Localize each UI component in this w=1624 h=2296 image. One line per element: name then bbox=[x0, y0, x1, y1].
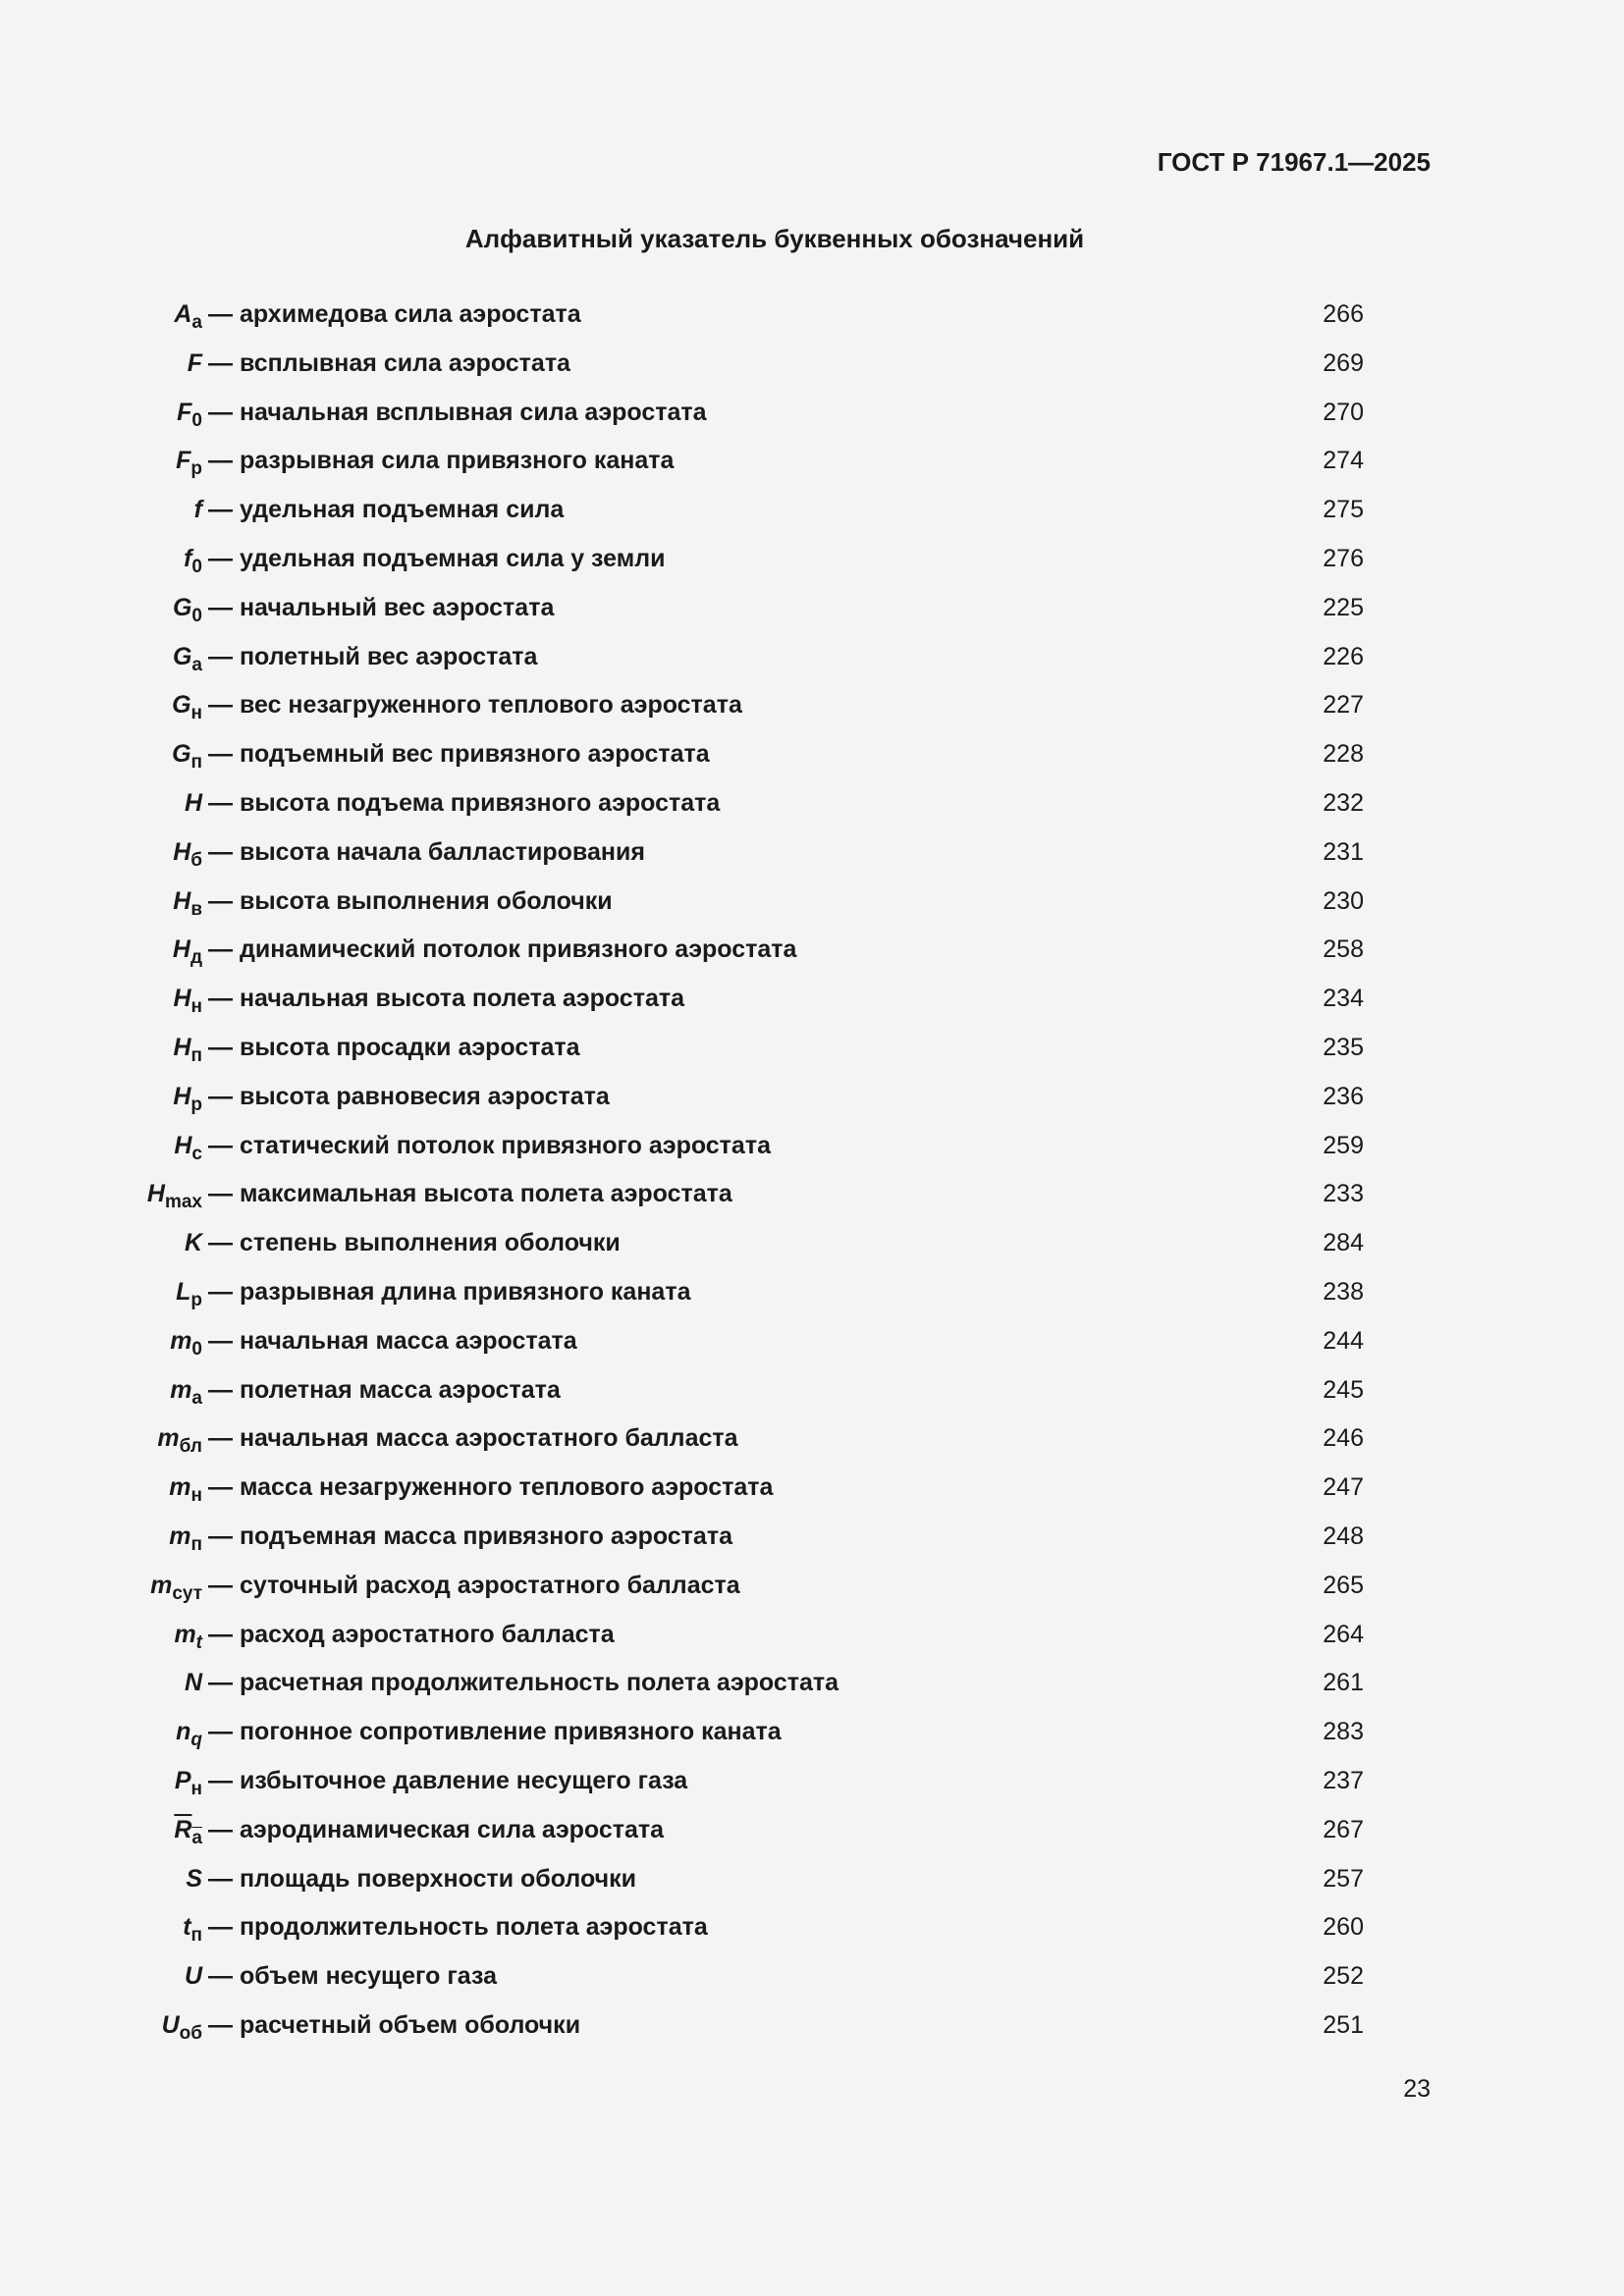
entry-reference: 230 bbox=[1323, 886, 1364, 915]
entry-description: подъемный вес привязного аэростата bbox=[239, 740, 710, 769]
symbol-subscript: н bbox=[190, 703, 202, 724]
symbol bbox=[65, 1913, 202, 1947]
entry-reference: 264 bbox=[1323, 1620, 1364, 1648]
index-entry bbox=[0, 1808, 1624, 1857]
em-dash: — bbox=[208, 1131, 233, 1159]
page-number: 23 bbox=[1403, 2075, 1431, 2103]
entry-reference: 258 bbox=[1323, 935, 1364, 964]
entry-description: разрывная длина привязного каната bbox=[239, 1277, 691, 1306]
symbol bbox=[65, 1033, 202, 1066]
symbol bbox=[65, 447, 202, 480]
symbol bbox=[65, 1865, 202, 1894]
entry-description-line bbox=[208, 1229, 621, 1257]
entry-reference: 225 bbox=[1323, 593, 1364, 621]
em-dash: — bbox=[208, 788, 233, 817]
symbol-base: t bbox=[183, 1913, 191, 1942]
entry-reference: 260 bbox=[1323, 1913, 1364, 1942]
symbol-base: H bbox=[173, 837, 191, 866]
index-entry bbox=[0, 1466, 1624, 1515]
index-entry bbox=[0, 293, 1624, 342]
symbol-base: F bbox=[176, 447, 191, 475]
entry-description: полетный вес аэростата bbox=[239, 642, 538, 670]
em-dash: — bbox=[208, 1375, 233, 1404]
symbol-index-list bbox=[0, 293, 1624, 2053]
symbol-base: G bbox=[172, 593, 192, 621]
entry-reference: 257 bbox=[1323, 1864, 1364, 1893]
entry-reference: 270 bbox=[1323, 398, 1364, 426]
symbol bbox=[65, 886, 202, 920]
entry-reference: 283 bbox=[1323, 1718, 1364, 1746]
entry-description-line bbox=[208, 789, 720, 818]
entry-description-line bbox=[208, 1865, 636, 1894]
entry-reference: 259 bbox=[1323, 1131, 1364, 1159]
symbol-subscript: с bbox=[191, 1143, 202, 1164]
entry-reference: 265 bbox=[1323, 1571, 1364, 1599]
entry-description-line bbox=[208, 1962, 497, 1991]
em-dash: — bbox=[208, 1424, 233, 1453]
entry-description-line bbox=[208, 1424, 738, 1453]
symbol bbox=[65, 1277, 202, 1310]
page-title: Алфавитный указатель буквенных обозначений bbox=[464, 224, 1085, 253]
entry-description: начальная всплывная сила аэростата bbox=[239, 398, 707, 426]
entry-description: удельная подъемная сила у земли bbox=[239, 544, 666, 572]
symbol bbox=[65, 496, 202, 524]
em-dash: — bbox=[208, 1277, 233, 1306]
entry-reference: 248 bbox=[1323, 1522, 1364, 1550]
symbol-base: H bbox=[174, 1131, 192, 1159]
entry-reference: 276 bbox=[1323, 544, 1364, 572]
symbol bbox=[65, 1424, 202, 1458]
symbol-base: H bbox=[173, 985, 191, 1013]
symbol-subscript: п bbox=[190, 752, 202, 774]
entry-reference: 232 bbox=[1323, 788, 1364, 817]
symbol-base: H bbox=[172, 935, 190, 964]
symbol bbox=[65, 1571, 202, 1604]
symbol bbox=[65, 593, 202, 626]
symbol-subscript: а bbox=[191, 1827, 202, 1848]
entry-reference: 266 bbox=[1323, 300, 1364, 328]
entry-reference: 234 bbox=[1323, 985, 1364, 1013]
em-dash: — bbox=[208, 837, 233, 866]
symbol-base: U bbox=[161, 2010, 180, 2039]
entry-description-line bbox=[208, 1669, 839, 1697]
entry-description: подъемная масса привязного аэростата bbox=[239, 1522, 732, 1550]
index-entry bbox=[0, 635, 1624, 684]
entry-description: масса незагруженного теплового аэростата bbox=[239, 1473, 774, 1502]
entry-reference: 236 bbox=[1323, 1082, 1364, 1110]
symbol bbox=[65, 935, 202, 969]
entry-description-line bbox=[208, 1180, 732, 1208]
entry-description: динамический потолок привязного аэростата bbox=[239, 935, 797, 964]
entry-reference: 275 bbox=[1323, 496, 1364, 524]
entry-reference: 227 bbox=[1323, 691, 1364, 720]
entry-description-line bbox=[208, 594, 554, 622]
symbol-base: H bbox=[173, 1033, 191, 1061]
em-dash: — bbox=[208, 1815, 233, 1843]
em-dash: — bbox=[208, 2010, 233, 2039]
symbol-subscript: а bbox=[191, 654, 202, 675]
symbol bbox=[65, 837, 202, 871]
em-dash: — bbox=[208, 300, 233, 328]
entry-reference: 247 bbox=[1323, 1473, 1364, 1502]
entry-description-line bbox=[208, 985, 684, 1013]
symbol-subscript: 0 bbox=[191, 409, 202, 431]
symbol bbox=[65, 1962, 202, 1991]
index-entry bbox=[0, 977, 1624, 1026]
symbol-subscript: п bbox=[190, 1044, 202, 1066]
em-dash: — bbox=[208, 496, 233, 524]
symbol-base: F bbox=[177, 398, 192, 426]
symbol bbox=[65, 1180, 202, 1213]
symbol-base: m bbox=[170, 1326, 192, 1355]
index-entry bbox=[0, 1319, 1624, 1368]
symbol bbox=[65, 740, 202, 774]
symbol-subscript: п bbox=[190, 1533, 202, 1555]
index-entry bbox=[0, 2003, 1624, 2053]
entry-reference: 238 bbox=[1323, 1277, 1364, 1306]
symbol bbox=[65, 349, 202, 378]
symbol-base: $\overline{R}$ bbox=[174, 1815, 192, 1843]
em-dash: — bbox=[208, 1180, 233, 1208]
symbol-subscript: в bbox=[190, 898, 202, 920]
symbol-subscript: 0 bbox=[191, 1338, 202, 1360]
em-dash: — bbox=[208, 1620, 233, 1648]
symbol bbox=[65, 985, 202, 1018]
index-entry bbox=[0, 1124, 1624, 1173]
symbol-base: f bbox=[193, 496, 202, 524]
entry-description: архимедова сила аэростата bbox=[239, 300, 581, 328]
em-dash: — bbox=[208, 1669, 233, 1697]
entry-reference: 274 bbox=[1323, 447, 1364, 475]
entry-description-line bbox=[208, 496, 564, 524]
symbol bbox=[65, 1766, 202, 1799]
symbol bbox=[65, 642, 202, 675]
entry-reference: 269 bbox=[1323, 348, 1364, 377]
symbol-subscript: а bbox=[191, 312, 202, 333]
symbol-base: G bbox=[172, 691, 191, 720]
symbol bbox=[65, 1082, 202, 1115]
entry-description-line bbox=[208, 935, 796, 964]
em-dash: — bbox=[208, 1864, 233, 1893]
index-entry bbox=[0, 586, 1624, 635]
em-dash: — bbox=[208, 1766, 233, 1794]
entry-description-line bbox=[208, 691, 742, 720]
entry-description: площадь поверхности оболочки bbox=[239, 1864, 636, 1893]
symbol-base: L bbox=[176, 1277, 191, 1306]
em-dash: — bbox=[208, 1522, 233, 1550]
em-dash: — bbox=[208, 1913, 233, 1942]
em-dash: — bbox=[208, 1473, 233, 1502]
index-entry bbox=[0, 488, 1624, 537]
index-entry bbox=[0, 1759, 1624, 1808]
entry-description-line bbox=[208, 887, 613, 916]
entry-description-line bbox=[208, 2011, 580, 2040]
entry-description-line bbox=[208, 1621, 615, 1649]
em-dash: — bbox=[208, 740, 233, 769]
entry-description: полетная масса аэростата bbox=[239, 1375, 561, 1404]
index-entry bbox=[0, 1954, 1624, 2003]
symbol bbox=[65, 398, 202, 431]
symbol-subscript: р bbox=[190, 1094, 202, 1115]
symbol-subscript: н bbox=[190, 1778, 202, 1799]
entry-reference: 228 bbox=[1323, 740, 1364, 769]
index-entry bbox=[0, 928, 1624, 977]
entry-description-line bbox=[208, 1327, 577, 1356]
entry-reference: 246 bbox=[1323, 1424, 1364, 1453]
em-dash: — bbox=[208, 985, 233, 1013]
symbol-base: H bbox=[173, 886, 191, 915]
em-dash: — bbox=[208, 1229, 233, 1257]
index-entry bbox=[0, 781, 1624, 830]
symbol-base: S bbox=[186, 1864, 202, 1893]
symbol-base: H bbox=[146, 1180, 165, 1208]
index-entry bbox=[0, 342, 1624, 391]
index-entry bbox=[0, 1221, 1624, 1270]
symbol bbox=[65, 2010, 202, 2044]
entry-description: степень выполнения оболочки bbox=[239, 1229, 621, 1257]
symbol bbox=[65, 1620, 202, 1653]
symbol-subscript: н bbox=[190, 996, 202, 1018]
symbol-subscript: п bbox=[190, 1925, 202, 1947]
entry-description-line bbox=[208, 1767, 687, 1795]
entry-description-line bbox=[208, 349, 570, 378]
symbol-subscript: об bbox=[179, 2022, 202, 2044]
entry-description: статический потолок привязного аэростата bbox=[239, 1131, 771, 1159]
symbol bbox=[65, 544, 202, 577]
entry-description: погонное сопротивление привязного каната bbox=[239, 1718, 782, 1746]
symbol bbox=[65, 1718, 202, 1751]
entry-description: максимальная высота полета аэростата bbox=[239, 1180, 732, 1208]
symbol-subscript: р bbox=[190, 1289, 202, 1310]
symbol-subscript: а bbox=[191, 1387, 202, 1409]
index-entry bbox=[0, 1564, 1624, 1613]
entry-reference: 244 bbox=[1323, 1326, 1364, 1355]
em-dash: — bbox=[208, 348, 233, 377]
entry-reference: 284 bbox=[1323, 1229, 1364, 1257]
index-entry bbox=[0, 391, 1624, 440]
entry-reference: 261 bbox=[1323, 1669, 1364, 1697]
index-entry bbox=[0, 1613, 1624, 1662]
entry-reference: 245 bbox=[1323, 1375, 1364, 1404]
entry-description-line bbox=[208, 545, 665, 573]
symbol bbox=[65, 691, 202, 724]
em-dash: — bbox=[208, 1033, 233, 1061]
symbol-base: N bbox=[184, 1669, 202, 1697]
entry-description-line bbox=[208, 1718, 782, 1746]
symbol-subscript: max bbox=[164, 1192, 202, 1213]
em-dash: — bbox=[208, 1326, 233, 1355]
symbol-subscript: д bbox=[189, 947, 202, 969]
entry-description-line bbox=[208, 643, 537, 671]
entry-description: суточный расход аэростатного балласта bbox=[239, 1571, 740, 1599]
em-dash: — bbox=[208, 447, 233, 475]
entry-description: расчетный объем оболочки bbox=[239, 2010, 581, 2039]
symbol-subscript: q bbox=[190, 1730, 202, 1751]
entry-description: высота начала балластирования bbox=[239, 837, 645, 866]
entry-description: начальный вес аэростата bbox=[239, 593, 555, 621]
index-entry bbox=[0, 1710, 1624, 1759]
em-dash: — bbox=[208, 691, 233, 720]
symbol-base: P bbox=[174, 1766, 191, 1794]
index-entry bbox=[0, 1661, 1624, 1710]
symbol-subscript: 0 bbox=[191, 556, 202, 577]
em-dash: — bbox=[208, 593, 233, 621]
symbol-base: G bbox=[172, 740, 191, 769]
entry-description: избыточное давление несущего газа bbox=[239, 1766, 688, 1794]
symbol bbox=[65, 300, 202, 333]
symbol-base: m bbox=[150, 1571, 173, 1599]
entry-description-line bbox=[208, 1522, 732, 1551]
em-dash: — bbox=[208, 544, 233, 572]
entry-reference: 252 bbox=[1323, 1962, 1364, 1991]
symbol bbox=[65, 1326, 202, 1360]
em-dash: — bbox=[208, 642, 233, 670]
entry-description-line bbox=[208, 300, 581, 329]
entry-description: начальная масса аэростата bbox=[239, 1326, 577, 1355]
em-dash: — bbox=[208, 1571, 233, 1599]
symbol bbox=[65, 1131, 202, 1164]
symbol-base: m bbox=[169, 1473, 191, 1502]
entry-description: всплывная сила аэростата bbox=[239, 348, 570, 377]
symbol bbox=[65, 1522, 202, 1555]
symbol bbox=[65, 789, 202, 818]
entry-reference: 226 bbox=[1323, 642, 1364, 670]
symbol-subscript: р bbox=[190, 458, 202, 480]
index-entry bbox=[0, 1075, 1624, 1124]
index-entry bbox=[0, 1270, 1624, 1319]
document-code: ГОСТ Р 71967.1—2025 bbox=[1157, 147, 1431, 177]
entry-description-line bbox=[208, 1572, 740, 1600]
entry-description-line bbox=[208, 1132, 771, 1160]
entry-description: высота просадки аэростата bbox=[239, 1033, 580, 1061]
entry-description: удельная подъемная сила bbox=[239, 496, 565, 524]
index-entry bbox=[0, 537, 1624, 586]
index-entry bbox=[0, 1416, 1624, 1466]
symbol-subscript: t bbox=[195, 1631, 202, 1653]
entry-description: расход аэростатного балласта bbox=[239, 1620, 615, 1648]
symbol-subscript: б bbox=[190, 849, 202, 871]
entry-description-line bbox=[208, 1816, 664, 1844]
entry-description-line bbox=[208, 1034, 580, 1062]
symbol-base: n bbox=[176, 1718, 191, 1746]
symbol-subscript: бл bbox=[179, 1436, 202, 1458]
index-entry bbox=[0, 732, 1624, 781]
em-dash: — bbox=[208, 886, 233, 915]
entry-reference: 237 bbox=[1323, 1766, 1364, 1794]
symbol-subscript: 0 bbox=[191, 605, 202, 626]
entry-description: высота выполнения оболочки bbox=[239, 886, 613, 915]
entry-description: высота равновесия аэростата bbox=[239, 1082, 610, 1110]
symbol-base: G bbox=[172, 642, 192, 670]
entry-reference: 233 bbox=[1323, 1180, 1364, 1208]
index-entry bbox=[0, 683, 1624, 732]
symbol bbox=[65, 1473, 202, 1507]
entry-description: продолжительность полета аэростата bbox=[239, 1913, 708, 1942]
entry-reference: 267 bbox=[1323, 1815, 1364, 1843]
entry-description-line bbox=[208, 1913, 708, 1942]
index-entry bbox=[0, 830, 1624, 880]
entry-description: расчетная продолжительность полета аэростата bbox=[239, 1669, 839, 1697]
em-dash: — bbox=[208, 398, 233, 426]
index-entry bbox=[0, 1368, 1624, 1417]
symbol-base: A bbox=[174, 300, 192, 328]
entry-description-line bbox=[208, 447, 674, 475]
entry-description: аэродинамическая сила аэростата bbox=[239, 1815, 665, 1843]
entry-description-line bbox=[208, 740, 710, 769]
em-dash: — bbox=[208, 935, 233, 964]
symbol-base: m bbox=[157, 1424, 180, 1453]
entry-description: объем несущего газа bbox=[239, 1962, 497, 1991]
symbol-subscript: н bbox=[190, 1485, 202, 1507]
symbol bbox=[65, 1815, 202, 1848]
symbol-base: m bbox=[174, 1620, 196, 1648]
symbol-base: H bbox=[184, 788, 202, 817]
symbol bbox=[65, 1229, 202, 1257]
entry-description: вес незагруженного теплового аэростата bbox=[239, 691, 742, 720]
symbol-base: H bbox=[173, 1082, 191, 1110]
entry-reference: 251 bbox=[1323, 2010, 1364, 2039]
entry-description-line bbox=[208, 1278, 691, 1307]
index-entry bbox=[0, 1857, 1624, 1906]
entry-description-line bbox=[208, 1376, 561, 1405]
symbol-base: m bbox=[169, 1522, 191, 1550]
em-dash: — bbox=[208, 1082, 233, 1110]
symbol bbox=[65, 1669, 202, 1697]
entry-description: начальная масса аэростатного балласта bbox=[239, 1424, 738, 1453]
symbol-base: F bbox=[187, 348, 202, 377]
index-entry bbox=[0, 880, 1624, 929]
symbol-base: U bbox=[184, 1962, 202, 1991]
entry-description-line bbox=[208, 1083, 610, 1111]
symbol-base: K bbox=[184, 1229, 202, 1257]
index-entry bbox=[0, 439, 1624, 488]
symbol-base: f bbox=[184, 544, 192, 572]
symbol-base: m bbox=[170, 1375, 192, 1404]
index-entry bbox=[0, 1026, 1624, 1075]
entry-description: начальная высота полета аэростата bbox=[239, 985, 684, 1013]
entry-description-line bbox=[208, 1473, 773, 1502]
entry-description: высота подъема привязного аэростата bbox=[239, 788, 721, 817]
entry-reference: 235 bbox=[1323, 1033, 1364, 1061]
symbol bbox=[65, 1375, 202, 1409]
index-entry bbox=[0, 1905, 1624, 1954]
em-dash: — bbox=[208, 1718, 233, 1746]
em-dash: — bbox=[208, 1962, 233, 1991]
entry-description-line bbox=[208, 399, 707, 427]
entry-description-line bbox=[208, 838, 645, 867]
entry-description: разрывная сила привязного каната bbox=[239, 447, 675, 475]
symbol-subscript: сут bbox=[172, 1582, 202, 1604]
index-entry bbox=[0, 1172, 1624, 1221]
entry-reference: 231 bbox=[1323, 837, 1364, 866]
index-entry bbox=[0, 1515, 1624, 1564]
